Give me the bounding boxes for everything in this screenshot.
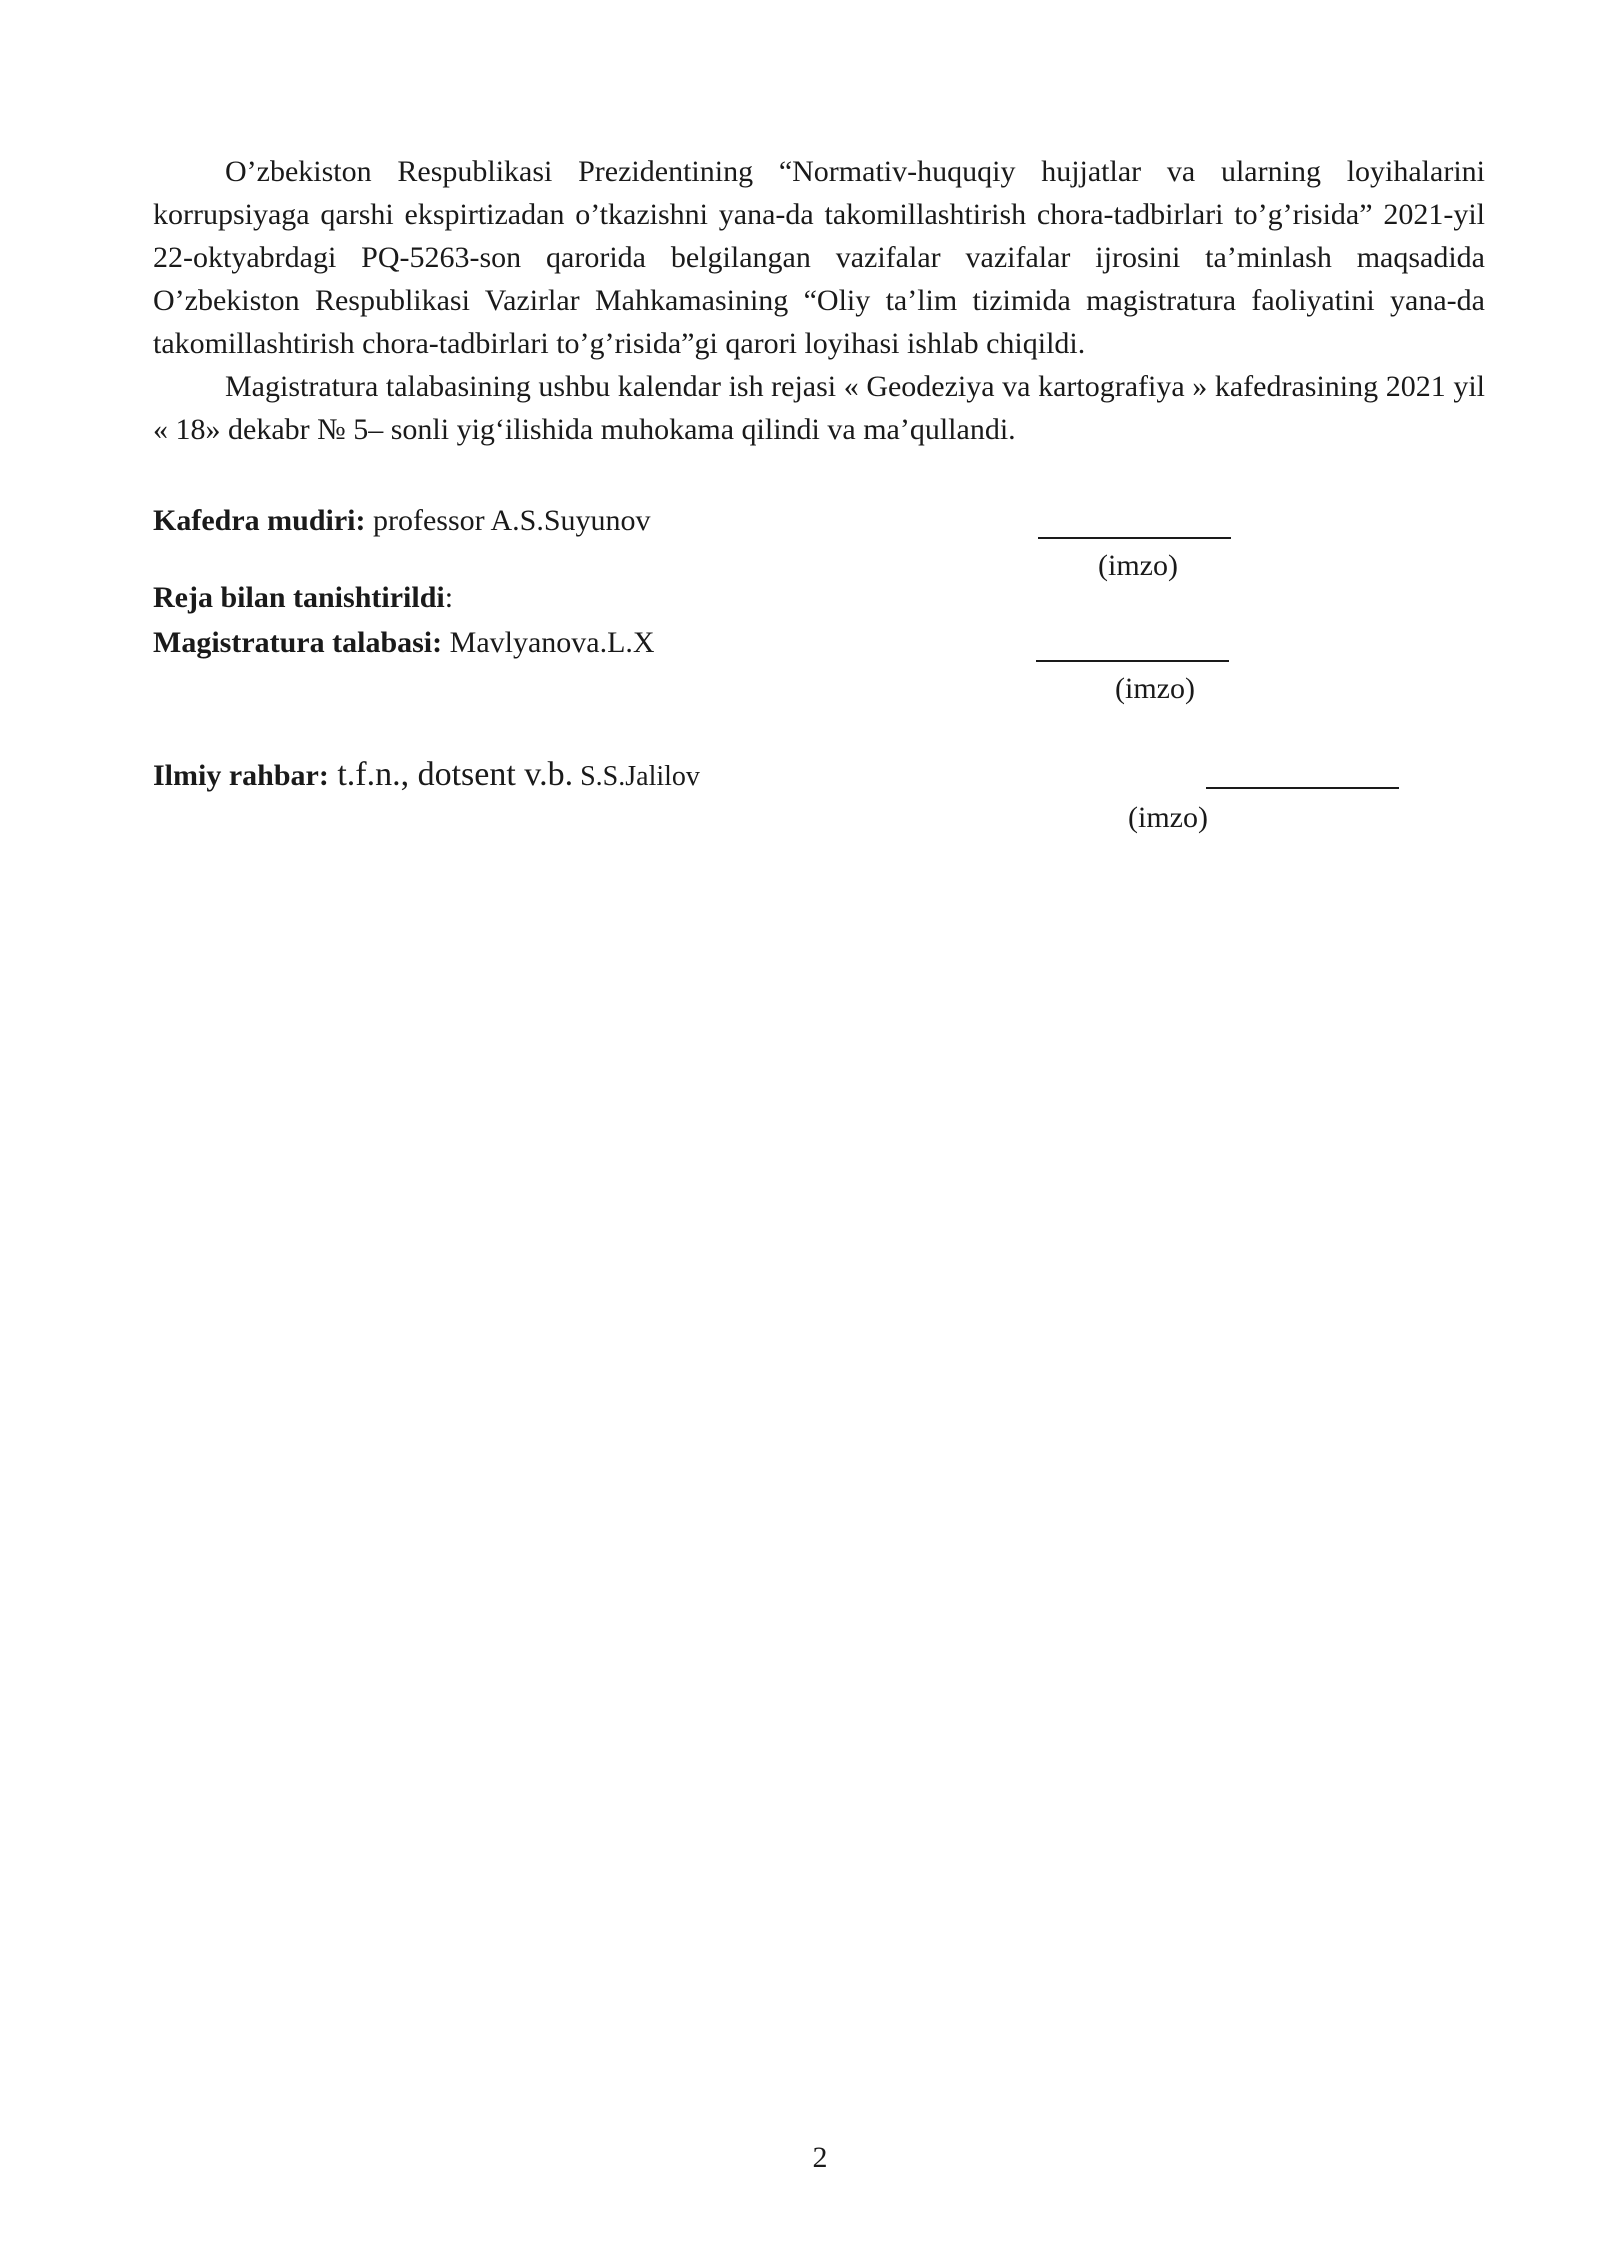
rahbar-imzo-caption: (imzo) [1128, 801, 1208, 834]
talaba-signature-line [1036, 660, 1229, 662]
body-paragraph-1: O’zbekiston Respublikasi Prezidentining “Normativ-huquqiy hujjatlar va ularning loyihalarini korrupsiyaga qarshi ekspirtizadan o’tkazishni yana-da takomillashtirish chora-tadbirlari to’g’risida” 2021-yil 22-oktyabrdagi PQ-5263-son qarorida belgilangan vazifalar vazifalar ijrosini ta’minlash maqsadida O’zbekiston Respublikasi Vazirlar Mahkamasining “Oliy ta’lim tizimida magistratura faoliyatini yana-da takomillashtirish chora-tadbirlari to’g’risida”gi qarori loyihasi ishlab chiqildi. [153, 155, 1485, 360]
rahbar-line [153, 757, 700, 795]
talaba-line [153, 625, 655, 661]
kafedra-imzo-caption: (imzo) [1098, 549, 1178, 582]
body-paragraph-2: Magistratura talabasining ushbu kalendar ish rejasi « Geodeziya va kartografiya » kafedrasining 2021 yil « 18» dekabr № 5– sonli yig‘ilishida muhokama qilindi va ma’qullandi. [153, 370, 1485, 446]
page-number: 2 [812, 2141, 828, 2174]
rahbar-label: Ilmiy rahbar: [153, 759, 329, 792]
reja-label: Reja bilan tanishtirildi [153, 581, 445, 614]
talaba-name: Mavlyanova.L.X [442, 626, 655, 659]
reja-colon: : [444, 581, 454, 614]
rahbar-title: t.f.n., dotsent v.b. [328, 756, 574, 793]
kafedra-mudiri-line [153, 503, 651, 539]
rahbar-signature-line [1206, 787, 1399, 789]
reja-line [153, 580, 453, 616]
talaba-imzo-caption: (imzo) [1115, 672, 1195, 705]
kafedra-mudiri-label: Kafedra mudiri: [153, 504, 366, 537]
talaba-label: Magistratura talabasi: [153, 626, 443, 659]
kafedra-mudiri-name: professor A.S.Suyunov [365, 504, 651, 537]
kafedra-signature-line [1038, 537, 1231, 539]
rahbar-name: S.S.Jalilov [573, 761, 700, 792]
